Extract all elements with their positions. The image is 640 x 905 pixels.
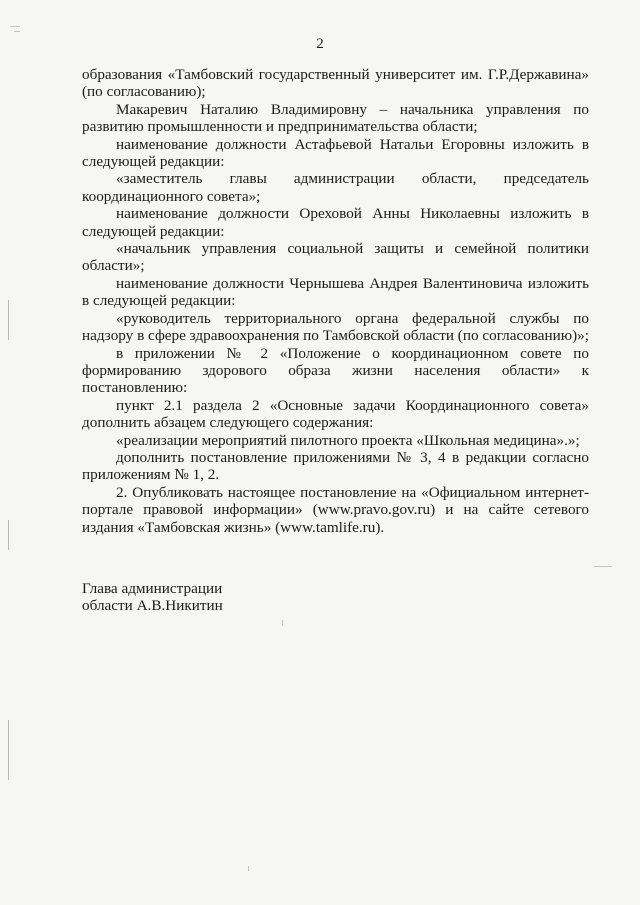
signature-title: Глава администрации xyxy=(82,580,223,597)
paragraph: наименование должности Астафьевой Натальи Егоровны изложить в следующей редакции: xyxy=(82,135,589,171)
scan-artifact xyxy=(8,720,9,780)
signature-block xyxy=(82,580,223,615)
paragraph: «заместитель главы администрации области, председатель координационного совета»; xyxy=(82,170,589,205)
document-body xyxy=(82,66,589,536)
paragraph: «начальник управления социальной защиты и семейной политики области»; xyxy=(82,240,589,275)
paragraph: образования «Тамбовский государственный университет им. Г.Р.Державина» (по согласованию); xyxy=(82,66,589,101)
signature-name: области А.В.Никитин xyxy=(82,597,223,615)
scan-artifact xyxy=(282,620,283,626)
paragraph: дополнить постановление приложениями № 3, 4 в редакции согласно приложениям № 1, 2. xyxy=(82,448,589,484)
scan-artifact xyxy=(248,866,249,871)
scan-artifact xyxy=(8,300,9,340)
paragraph: 2. Опубликовать настоящее постановление на «Официальном интернет-портале правовой информации» (www.pravo.gov.ru) и на сайте сетевого издания «Тамбовская жизнь» (www.tamlife.ru). xyxy=(82,483,589,536)
paragraph: Макаревич Наталию Владимировну – начальника управления по развитию промышленности и предпринимательства области; xyxy=(82,100,589,136)
paragraph: наименование должности Ореховой Анны Николаевны изложить в следующей редакции: xyxy=(82,205,589,240)
scan-artifact xyxy=(594,566,612,567)
paragraph: «руководитель территориального органа федеральной службы по надзору в сфере здравоохранения по Тамбовской области (по согласованию)»; xyxy=(82,309,589,345)
scan-artifact xyxy=(10,26,20,27)
paragraph: «реализации мероприятий пилотного проекта «Школьная медицина».»; xyxy=(116,431,580,449)
scan-artifact xyxy=(14,31,20,32)
paragraph: наименование должности Чернышева Андрея Валентиновича изложить в следующей редакции: xyxy=(82,274,589,310)
scan-artifact xyxy=(8,520,9,550)
page-number: 2 xyxy=(316,36,324,52)
paragraph: пункт 2.1 раздела 2 «Основные задачи Координационного совета» дополнить абзацем следующего содержания: xyxy=(82,396,589,432)
paragraph: в приложении № 2 «Положение о координационном совете по формированию здорового образа жизни населения области» к постановлению: xyxy=(82,344,589,397)
